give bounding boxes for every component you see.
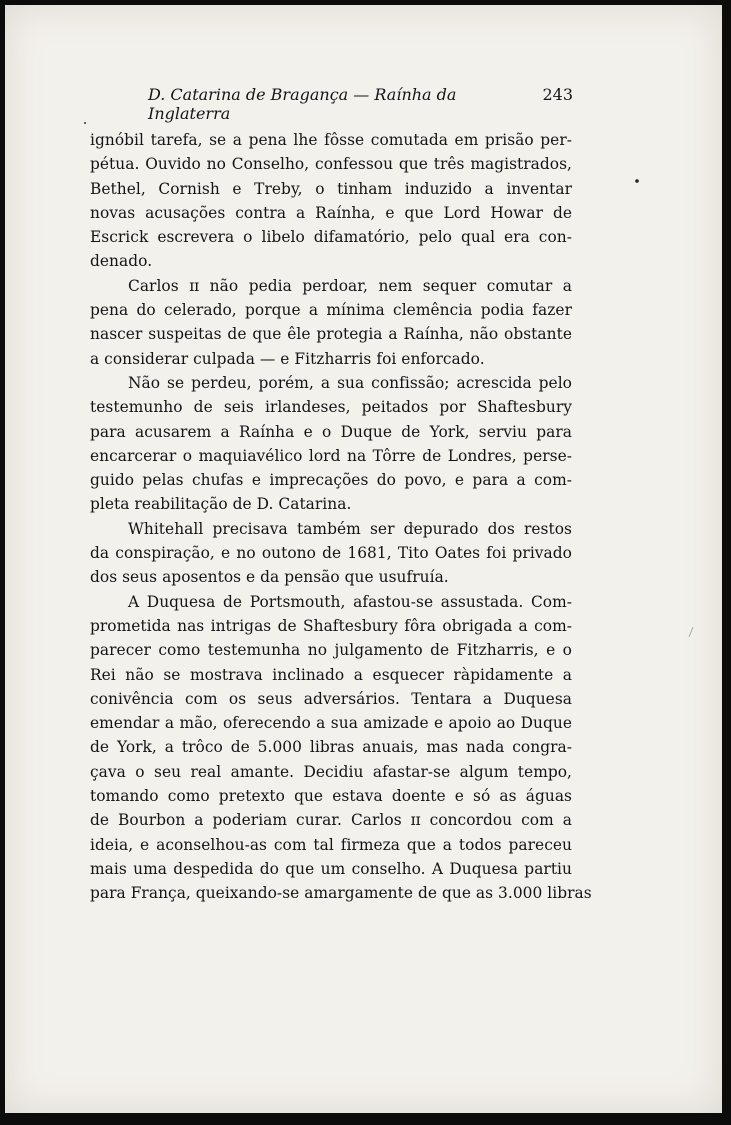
text-line: de Bourbon a poderiam curar. Carlos ɪɪ concordou com a (90, 811, 572, 830)
text-line: Whitehall precisava também ser depurado dos restos (128, 519, 572, 538)
text-line: denado. (90, 252, 153, 271)
page-number: 243 (542, 85, 573, 104)
text-line: pena do celerado, porque a mínima clemência podia fazer (90, 301, 572, 320)
text-line: emendar a mão, oferecendo a sua amizade e apoio ao Duque (90, 714, 572, 733)
body-text (90, 128, 592, 906)
text-line: ignóbil tarefa, se a pena lhe fôsse comutada em prisão per- (90, 131, 572, 149)
text-line: Rei não se mostrava inclinado a esquecer ràpidamente a (90, 665, 572, 684)
book-page (5, 5, 722, 1113)
text-line: nascer suspeitas de que êle protegia a Raínha, não obstante (90, 325, 572, 344)
text-line: prometida nas intrigas de Shaftesbury fôra obrigada a com- (90, 616, 572, 635)
text-line: Escrick escrevera o libelo difamatório, pelo qual era con- (90, 228, 572, 247)
paragraph (90, 590, 592, 906)
text-line: encarcerar o maquiavélico lord na Tôrre de Londres, perse- (90, 446, 572, 465)
text-line: da conspiração, e no outono de 1681, Tito Oates foi privado (90, 544, 572, 563)
text-line: para França, queixando-se amargamente de que as 3.000 libras (90, 884, 592, 903)
text-line: pleta reabilitação de D. Catarina. (90, 495, 352, 514)
text-line: pétua. Ouvido no Conselho, confessou que três magistrados, (90, 155, 572, 174)
text-line: dos seus aposentos e da pensão que usufruía. (90, 568, 449, 587)
text-line: guido pelas chufas e imprecações do povo, e para a com- (90, 471, 572, 490)
text-line: çava o seu real amante. Decidiu afastar-se algum tempo, (90, 762, 572, 781)
paragraph (90, 517, 572, 590)
text-line: Bethel, Cornish e Treby, o tinham induzido a inventar (90, 179, 572, 198)
paper-mark (689, 627, 693, 637)
text-line: mais uma despedida do que um conselho. A Duquesa partiu (90, 859, 572, 878)
text-line: Não se perdeu, porém, a sua confissão; acrescida pelo (128, 373, 572, 392)
text-line: tomando como pretexto que estava doente e só as águas (90, 787, 572, 806)
text-line: a considerar culpada — e Fitzharris foi enforcado. (90, 349, 485, 368)
paragraph (90, 371, 572, 517)
ink-speck (84, 122, 86, 124)
text-line: para acusarem a Raínha e o Duque de York, serviu para (90, 422, 572, 441)
ink-speck (635, 179, 639, 183)
text-line: novas acusações contra a Raínha, e que Lord Howar de (90, 203, 572, 222)
text-line: parecer como testemunha no julgamento de Fitzharris, e o (90, 641, 572, 660)
paragraph (90, 274, 572, 371)
running-title: D. Catarina de Bragança — Raínha da Inglaterra (148, 85, 457, 123)
running-header (148, 85, 573, 123)
text-line: de York, a trôco de 5.000 libras anuais, mas nada congra- (90, 738, 572, 757)
text-line: A Duquesa de Portsmouth, afastou-se assustada. Com- (128, 592, 572, 611)
paragraph (90, 128, 572, 274)
text-line: ideia, e aconselhou-as com tal firmeza que a todos pareceu (90, 835, 572, 854)
text-line: testemunho de seis irlandeses, peitados por Shaftesbury (90, 398, 572, 417)
text-line: Carlos ɪɪ não pedia perdoar, nem sequer comutar a (128, 276, 572, 295)
text-line: conivência com os seus adversários. Tentara a Duquesa (90, 689, 572, 708)
